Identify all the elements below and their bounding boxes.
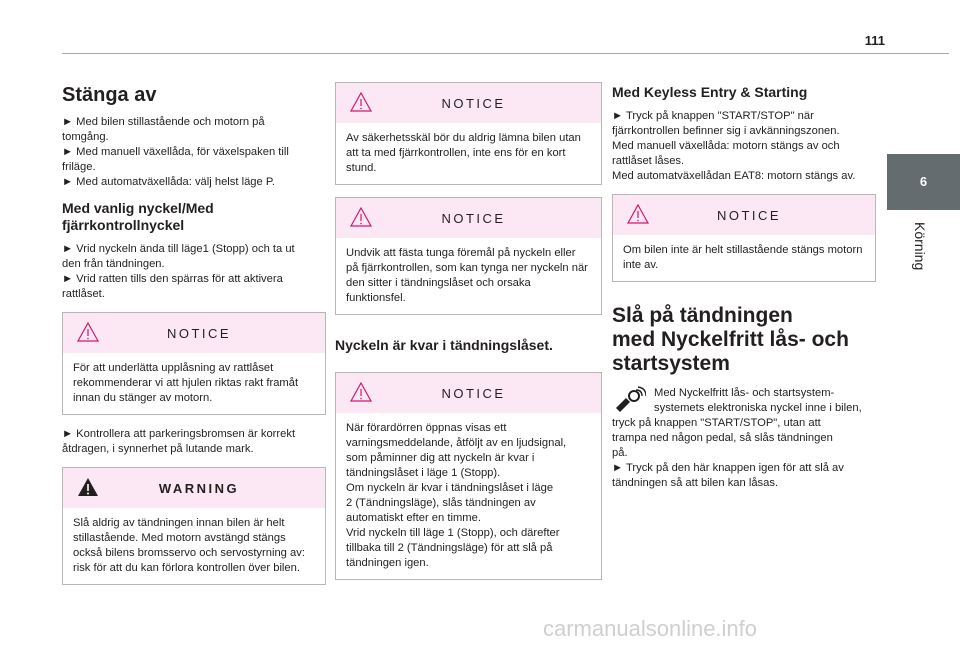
text-line: Vrid nyckeln till läge 1 (Stopp), och därefter — [346, 527, 560, 539]
column-1 — [62, 62, 326, 597]
text-line: rattlåset. — [62, 288, 105, 300]
chapter-title: Körning — [912, 222, 928, 271]
warning-triangle-icon — [350, 207, 372, 227]
text-line: Om nyckeln är kvar i tändningslåset i läge — [346, 482, 554, 494]
notice-text: För att underlätta upplåsning av rattlåset rekommenderar vi att hjulen riktas rakt framåt innan du stänger av motorn. — [73, 362, 299, 404]
text-line: Med automatväxellådan EAT8: motorn stängs av. — [612, 170, 856, 182]
notice-title: NOTICE — [441, 210, 506, 226]
notice-title: NOTICE — [441, 95, 506, 111]
heading-line: Slå på tändningen — [612, 304, 793, 327]
subheading: Med vanlig nyckel/Med fjärrkontrollnyckel — [62, 200, 214, 233]
text-line: ► Med manuell växellåda, för växelspaken till — [62, 146, 289, 158]
notice-title: NOTICE — [441, 385, 506, 401]
header-rule — [62, 53, 949, 54]
section-heading — [612, 304, 876, 376]
subheading: Nyckeln är kvar i tändningslåset. — [335, 337, 553, 353]
notice-text: Undvik att fästa tunga föremål på nyckeln eller på fjärrkontrollen, som kan tynga ner nyckeln när den sitter i tändningslåset och orsaka funktionsfel. — [346, 247, 588, 304]
text-line: tryck på knappen "START/STOP", utan att — [612, 417, 821, 429]
text-line: trampa ned någon pedal, så slås tändningen — [612, 432, 833, 444]
text-line: tomgång. — [62, 131, 109, 143]
text-line: ► Med automatväxellåda: välj helst läge P. — [62, 176, 275, 188]
text-line: åtdragen, i synnerhet på lutande mark. — [62, 443, 254, 455]
paragraph — [62, 242, 326, 302]
text-line: den från tändningen. — [62, 258, 165, 270]
notice-box — [62, 312, 326, 415]
text-line: tändningslåset i läge 1 (Stopp). — [346, 467, 501, 479]
text-line: Med manuell växellåda: motorn stängs av och — [612, 140, 840, 152]
notice-text — [336, 413, 601, 579]
text-line: 2 (Tändningsläge), slås tändningen av — [346, 497, 536, 509]
warning-triangle-icon — [77, 322, 99, 342]
warning-triangle-icon — [350, 382, 372, 402]
text-line: rattlåset låses. — [612, 155, 685, 167]
text-line: automatiskt efter en timme. — [346, 512, 481, 524]
warning-triangle-icon — [350, 92, 372, 112]
text-line: tändningen igen. — [346, 557, 429, 569]
text-line: på. — [612, 447, 628, 459]
text-line: tillbaka till 2 (Tändningsläge) för att slå på — [346, 542, 553, 554]
paragraph — [62, 427, 326, 457]
text-line: ► Tryck på den här knappen igen för att slå av — [612, 462, 844, 474]
text-line: ► Vrid nyckeln ända till läge1 (Stopp) och ta ut — [62, 243, 295, 255]
notice-title: NOTICE — [716, 207, 782, 223]
paragraph — [612, 109, 876, 184]
notice-box — [335, 82, 602, 185]
notice-text: Om bilen inte är helt stillastående stängs motorn inte av. — [623, 244, 863, 271]
text-line: varningsmeddelande, åtföljt av en ljudsignal, — [346, 437, 567, 449]
watermark: carmanualsonline.info — [543, 616, 758, 641]
page-number: 111 — [864, 33, 885, 48]
text-line: ► Kontrollera att parkeringsbromsen är korrekt — [62, 428, 296, 440]
text-line: När förardörren öppnas visas ett — [346, 422, 507, 434]
column-2 — [335, 82, 602, 592]
warning-title: WARNING — [158, 480, 240, 496]
text-line: systemets elektroniska nyckel inne i bilen, — [654, 402, 862, 414]
notice-box — [335, 197, 602, 315]
section-heading: Stänga av — [62, 84, 157, 106]
notice-text: Av säkerhetsskäl bör du aldrig lämna bilen utan att ta med fjärrkontrollen, inte ens för en kort stund. — [346, 132, 581, 174]
notice-box — [612, 194, 876, 282]
subheading: Med Keyless Entry & Starting — [612, 84, 808, 100]
notice-title: NOTICE — [166, 325, 232, 341]
text-line: friläge. — [62, 161, 96, 173]
text-line: ► Tryck på knappen "START/STOP" när — [612, 110, 814, 122]
warning-triangle-icon — [77, 477, 99, 497]
warning-triangle-icon — [627, 204, 649, 224]
text-line: Med Nyckelfritt lås- och startsystem- — [654, 387, 835, 399]
text-line: tändningen så att bilen kan låsas. — [612, 477, 779, 489]
notice-box — [335, 372, 602, 580]
warning-box — [62, 467, 326, 585]
text-line: ► Vrid ratten tills den spärras för att aktivera — [62, 273, 283, 285]
text-line: fjärrkontrollen befinner sig i avkänningszonen. — [612, 125, 840, 137]
column-3 — [612, 84, 876, 491]
heading-line: startsystem — [612, 352, 730, 375]
warning-text: Slå aldrig av tändningen innan bilen är helt stillastående. Med motorn avstängd stängs också bilens bromsservo och servostyrning av: risk för att du kan förlora kontrollen över bilen. — [73, 517, 305, 574]
text-line: som påminner dig att nyckeln är kvar i — [346, 452, 535, 464]
chapter-number-tab: 6 — [887, 154, 960, 210]
paragraph — [612, 386, 876, 491]
keyless-start-icon — [612, 386, 646, 416]
paragraph — [62, 115, 326, 190]
heading-line: med Nyckelfritt lås- och — [612, 328, 849, 351]
text-line: ► Med bilen stillastående och motorn på — [62, 116, 265, 128]
